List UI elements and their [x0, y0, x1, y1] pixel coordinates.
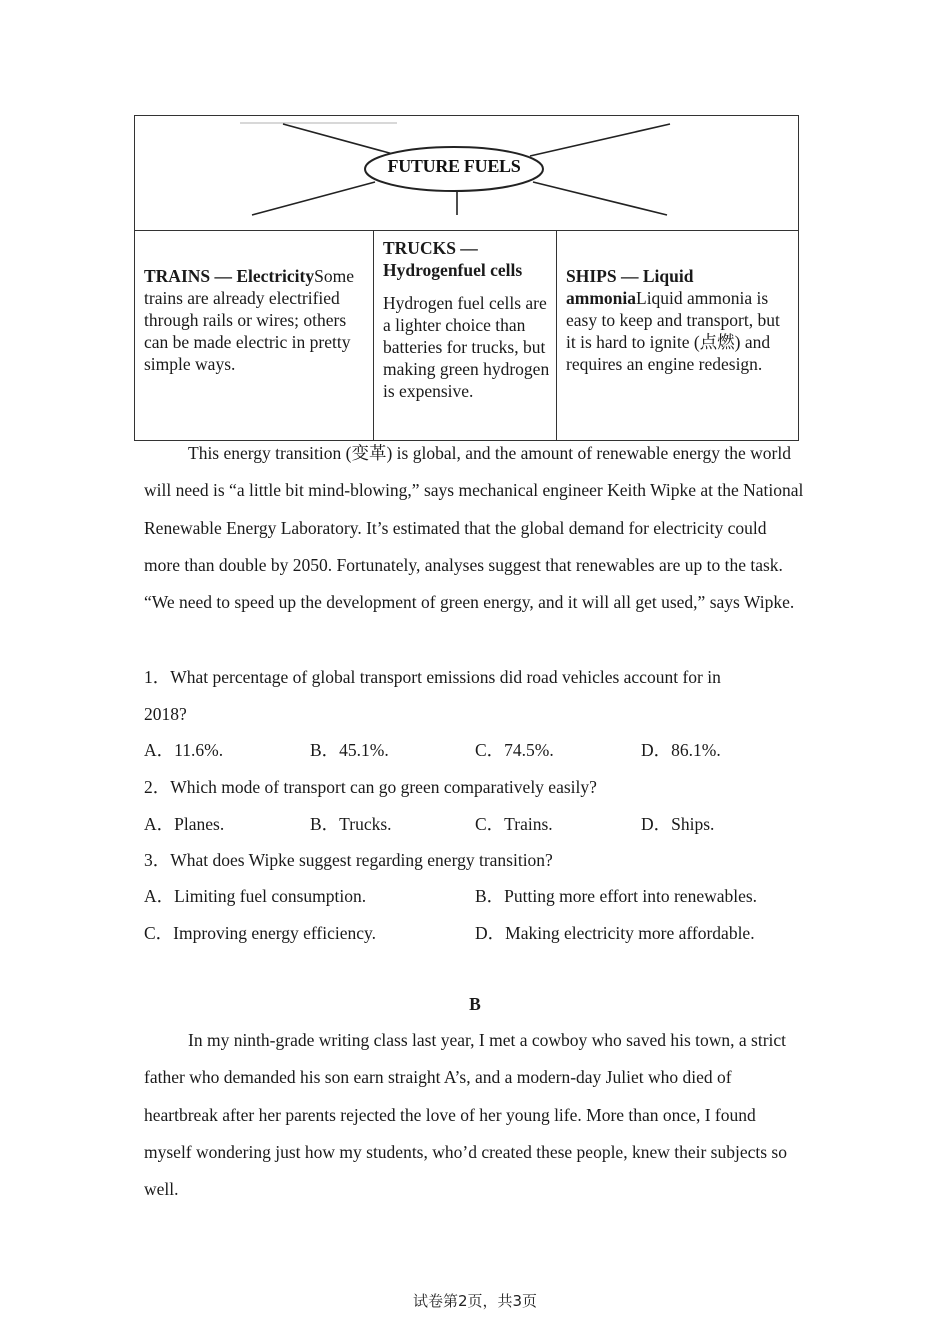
trains-text: [144, 265, 367, 375]
question-3-stem: 3．What does Wipke suggest regarding energy transition?: [144, 850, 553, 870]
question-1-stem-cont: 2018?: [144, 704, 187, 724]
q2-option-c[interactable]: C．Trains.: [475, 814, 553, 834]
q3-option-c[interactable]: C．Improving energy efficiency.: [144, 923, 376, 943]
trucks-heading: TRUCKS — Hydrogenfuel cells: [383, 238, 523, 280]
q1-option-a[interactable]: A．11.6%.: [144, 740, 224, 760]
q3-option-a[interactable]: A．Limiting fuel consumption.: [144, 886, 367, 906]
future-fuels-diagram: [135, 116, 798, 231]
ships-text: [566, 265, 792, 375]
q1-option-d[interactable]: D．86.1%.: [641, 740, 721, 760]
trains-body: Some trains are already electrified through rails or wires; others can be made electric in pretty simple ways.: [144, 266, 354, 374]
page-footer: 试卷第2页，共3页: [412, 1292, 538, 1310]
ships-cell: [557, 231, 798, 441]
q3-option-b[interactable]: B．Putting more effort into renewables.: [475, 886, 758, 906]
trucks-body: Hydrogen fuel cells are a lighter choice than batteries for trucks, but making green hydrogen is expensive.: [383, 293, 550, 401]
q2-option-d[interactable]: D．Ships.: [641, 814, 715, 834]
section-b-paragraph: In my ninth-grade writing class last year, I met a cowboy who saved his town, a strict father who demanded his son earn straight A’s, and a modern-day Juliet who died of heartbreak after her parents rejected the love of her young life. More than once, I found myself wondering just how my students, who’d created these people, knew their subjects so well.: [144, 1030, 787, 1200]
section-b-title: B: [469, 994, 481, 1014]
trucks-cell: [374, 231, 557, 441]
q3-option-d[interactable]: D．Making electricity more affordable.: [475, 923, 755, 943]
trains-heading: TRAINS — Electricity: [144, 266, 315, 286]
q2-option-a[interactable]: A．Planes.: [144, 814, 225, 834]
q1-option-c[interactable]: C．74.5%.: [475, 740, 554, 760]
question-2-stem: 2．Which mode of transport can go green comparatively easily?: [144, 777, 597, 797]
q2-option-b[interactable]: B．Trucks.: [310, 814, 392, 834]
passage-paragraph: This energy transition (变革) is global, and the amount of renewable energy the world will need is “a little bit mind-blowing,” says mechanical engineer Keith Wipke at the National Renewable Energy Laboratory. It’s estimated that the global demand for electricity could more than double by 2050. Fortunately, analyses suggest that renewables are up to the task. “We need to speed up the development of green energy, and it will all get used,” says Wipke.: [144, 443, 804, 613]
question-1-stem: 1．What percentage of global transport emissions did road vehicles account for in: [144, 667, 721, 687]
trucks-text: [383, 237, 550, 402]
q1-option-b[interactable]: B．45.1%.: [310, 740, 389, 760]
future-fuels-table: [134, 115, 799, 441]
trains-cell: [135, 231, 374, 441]
diagram-title: FUTURE FUELS: [387, 156, 521, 176]
ships-body: Liquid ammonia is easy to keep and transport, but it is hard to ignite (点燃) and requires an engine redesign.: [566, 288, 780, 374]
ships-heading: SHIPS — Liquid ammonia: [566, 266, 694, 308]
